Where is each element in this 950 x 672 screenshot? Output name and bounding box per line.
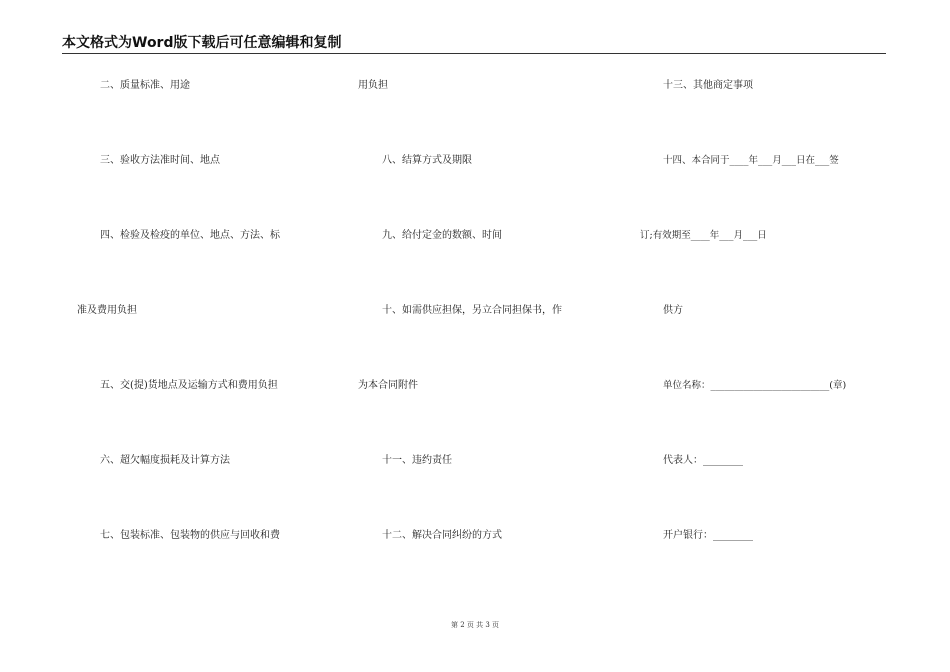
middle-line-5: 为本合同附件 [358,380,418,391]
left-line-5: 五、交(提)货地点及运输方式和费用负担 [100,380,278,391]
left-line-6: 六、超欠幅度损耗及计算方法 [100,455,230,466]
middle-line-2: 八、结算方式及期限 [382,155,472,166]
right-line-7: 开户银行：________ [663,530,753,541]
left-line-1: 二、质量标准、用途 [100,80,190,91]
middle-line-4: 十、如需供应担保，另立合同担保书，作 [382,305,562,316]
right-line-4: 供方 [663,305,683,316]
header-title: 本文格式为Word版下载后可任意编辑和复制 [62,35,342,51]
right-line-5: 单位名称：_________________________(章) [663,380,847,391]
right-line-3: 订;有效期至____年___月___日 [640,230,767,241]
middle-line-6: 十一、违约责任 [382,455,452,466]
right-line-2: 十四、本合同于____年___月___日在___签 [663,155,839,166]
right-line-1: 十三、其他商定事项 [663,80,753,91]
left-line-2: 三、验收方法准时间、地点 [100,155,220,166]
left-line-7: 七、包装标准、包装物的供应与回收和费 [100,530,280,541]
page-number: 第 2 页 共 3 页 [450,621,500,629]
left-line-4: 准及费用负担 [77,305,137,316]
middle-line-3: 九、给付定金的数额、时间 [382,230,502,241]
page-header [62,34,886,54]
middle-line-1: 用负担 [358,80,388,91]
left-line-3: 四、检验及检疫的单位、地点、方法、标 [100,230,280,241]
right-line-6: 代表人：________ [663,455,743,466]
middle-line-7: 十二、解决合同纠纷的方式 [382,530,502,541]
